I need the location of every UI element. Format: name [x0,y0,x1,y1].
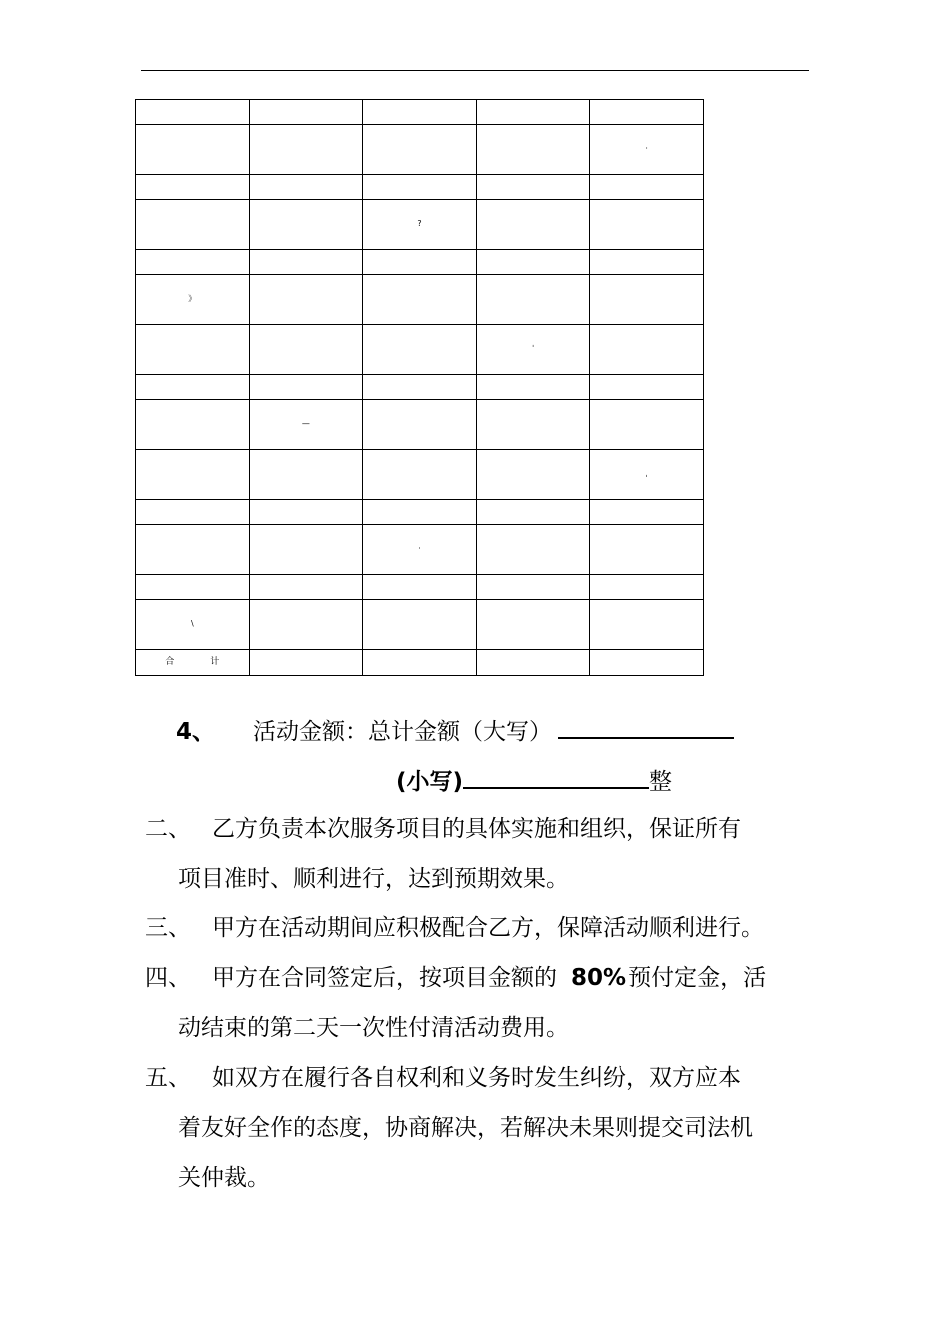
clause-3-line-1: 甲方在活动期间应积极配合乙方，保障活动顺利进行。 [212,915,764,941]
table-cell[interactable] [249,200,363,250]
table-cell[interactable] [590,200,704,250]
table-cell[interactable] [590,375,704,400]
table-cell[interactable] [249,500,363,525]
table-cell[interactable] [249,275,363,325]
table-cell[interactable] [249,600,363,650]
header-rule [141,70,809,71]
clause-2-line-2: 项目准时、顺利进行，达到预期效果。 [178,866,569,892]
table-cell[interactable] [363,375,477,400]
table-row [136,200,704,250]
table-cell[interactable] [363,325,477,375]
table-row [136,400,704,450]
activity-table [135,99,704,676]
clause-5-line-2: 着友好全作的态度，协商解决，若解决未果则提交司法机 [178,1115,753,1141]
total-label-char-1: 合 [165,657,175,667]
table-cell[interactable] [136,175,250,200]
table-cell[interactable] [590,250,704,275]
table-row [136,600,704,650]
table-cell[interactable] [249,400,363,450]
amount-lowercase-blank[interactable] [463,765,649,789]
amount-lower-line [396,765,672,797]
table-cell[interactable] [476,325,590,375]
table-cell[interactable] [136,200,250,250]
amount-suffix: 整 [649,769,673,795]
table-cell[interactable] [249,100,363,125]
table-cell[interactable] [249,375,363,400]
table-cell[interactable] [476,575,590,600]
table-cell[interactable] [476,450,590,500]
table-cell[interactable] [363,575,477,600]
amount-uppercase-blank[interactable] [558,715,734,739]
table-cell[interactable] [476,600,590,650]
cell-mark: ? [417,219,422,228]
activity-table-body [136,100,704,676]
table-row [136,375,704,400]
clause-5-number: 五、 [145,1065,191,1091]
table-cell[interactable] [476,250,590,275]
table-cell[interactable] [476,525,590,575]
table-cell[interactable] [249,175,363,200]
table-cell[interactable] [136,600,250,650]
table-row [136,125,704,175]
amount-lower-label: (小写) [396,769,464,795]
table-cell[interactable] [136,400,250,450]
amount-label: 活动金额：总计金额（大写） [253,719,553,745]
table-cell[interactable] [136,525,250,575]
table-cell[interactable] [249,125,363,175]
table-cell[interactable] [249,525,363,575]
table-cell[interactable] [590,125,704,175]
total-value-cell[interactable] [590,650,704,676]
table-cell[interactable] [590,450,704,500]
table-cell[interactable] [363,125,477,175]
table-cell[interactable] [363,100,477,125]
table-total-row [136,650,704,676]
table-cell[interactable] [363,450,477,500]
table-cell[interactable] [249,450,363,500]
cell-mark: · [418,544,421,553]
table-cell[interactable] [136,575,250,600]
table-row [136,100,704,125]
clause-4-number: 四、 [145,965,191,991]
table-cell[interactable] [476,175,590,200]
table-row [136,500,704,525]
table-row [136,325,704,375]
total-label-char-2: 计 [210,657,220,667]
table-cell[interactable] [363,250,477,275]
total-value-cell[interactable] [249,650,363,676]
clause-4-line-2: 动结束的第二天一次性付清活动费用。 [178,1015,569,1041]
table-cell[interactable] [363,525,477,575]
table-cell[interactable] [476,125,590,175]
table-cell[interactable] [590,175,704,200]
table-cell[interactable] [590,525,704,575]
clause-4-line-1-a: 甲方在合同签定后，按项目金额的 [212,965,557,991]
table-cell[interactable] [476,400,590,450]
table-cell[interactable] [249,325,363,375]
table-cell[interactable] [590,325,704,375]
clause-2-line-1: 乙方负责本次服务项目的具体实施和组织，保证所有 [212,816,741,842]
table-cell[interactable] [363,175,477,200]
clause-4-percent: 80% [571,965,627,991]
table-cell[interactable] [476,375,590,400]
total-value-cell[interactable] [476,650,590,676]
table-cell[interactable] [136,450,250,500]
table-cell[interactable] [363,275,477,325]
total-value-cell[interactable] [363,650,477,676]
table-cell[interactable] [136,100,250,125]
cell-mark: 》 [188,294,197,303]
table-cell[interactable] [590,600,704,650]
table-cell[interactable] [476,100,590,125]
table-cell[interactable] [136,325,250,375]
table-cell[interactable] [136,375,250,400]
cell-mark: \ [190,619,194,628]
cell-mark: ˌ [645,469,648,478]
table-cell[interactable] [476,200,590,250]
table-cell[interactable] [249,250,363,275]
table-row [136,275,704,325]
table-cell[interactable] [590,500,704,525]
table-cell[interactable] [363,200,477,250]
cell-mark: — [301,419,310,428]
clause-4-line-1 [212,963,766,993]
clause-5-line-3: 关仲裁。 [178,1165,270,1191]
table-row [136,250,704,275]
total-label-cell [136,650,250,676]
table-cell[interactable] [476,275,590,325]
amount-line [176,715,734,747]
table-cell[interactable] [363,400,477,450]
table-cell[interactable] [136,125,250,175]
clause-5-line-1: 如双方在履行各自权利和义务时发生纠纷，双方应本 [212,1065,741,1091]
cell-mark: ˈ [531,344,535,353]
table-cell[interactable] [590,575,704,600]
cell-mark: · [645,144,648,153]
table-cell[interactable] [136,275,250,325]
table-cell[interactable] [590,275,704,325]
table-row [136,525,704,575]
amount-number: 4、 [176,719,216,745]
table-cell[interactable] [363,600,477,650]
clause-3-number: 三、 [145,915,191,941]
table-cell[interactable] [476,500,590,525]
clause-2-number: 二、 [145,816,191,842]
table-row [136,450,704,500]
table-row [136,175,704,200]
table-cell[interactable] [590,400,704,450]
table-cell[interactable] [249,575,363,600]
table-cell[interactable] [136,500,250,525]
table-row [136,575,704,600]
table-cell[interactable] [590,100,704,125]
clause-4-line-1-b: 预付定金，活 [628,965,767,991]
table-cell[interactable] [136,250,250,275]
table-cell[interactable] [363,500,477,525]
